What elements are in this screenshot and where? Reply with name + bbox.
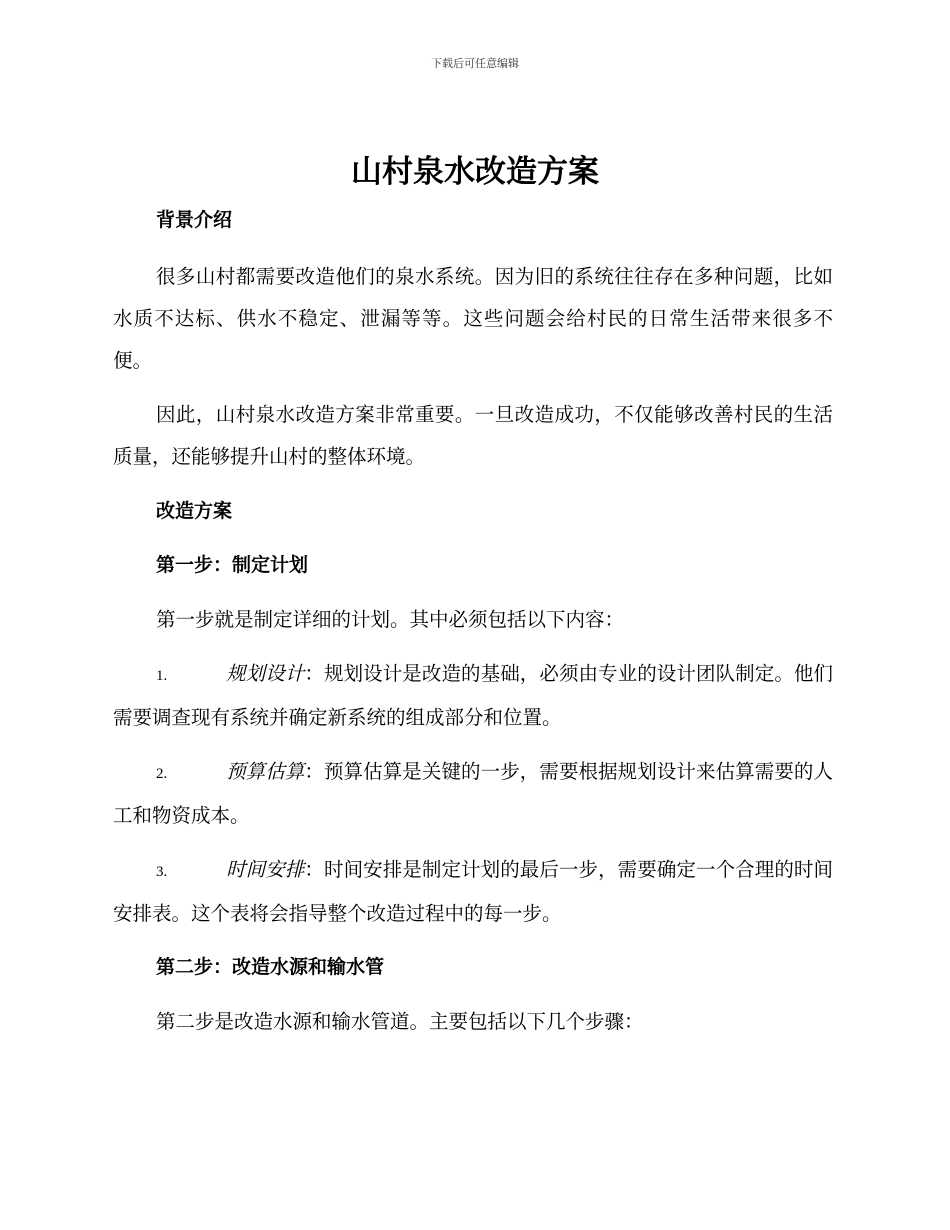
list-item-number: 2. <box>156 766 168 782</box>
heading-plan: 改造方案 <box>156 500 233 522</box>
list-item-3 <box>113 849 833 935</box>
list-item-text: ：规划设计是改造的基础，必须由专业的设计团队制定。他们需要调查现有系统并确定新系统的组成部分和位置。 <box>113 662 833 729</box>
heading-background: 背景介绍 <box>156 209 233 231</box>
list-item-2 <box>113 751 833 837</box>
list-item-term: 规划设计 <box>226 662 305 685</box>
list-item-text: ：时间安排是制定计划的最后一步，需要确定一个合理的时间安排表。这个表将会指导整个改造过程中的每一步。 <box>113 858 833 925</box>
paragraph-step-2-intro: 第二步是改造水源和输水管道。主要包括以下几个步骤： <box>156 1010 644 1033</box>
page-header-note: 下载后可任意编辑 <box>431 57 519 70</box>
list-item-text: ：预算估算是关键的一步，需要根据规划设计来估算需要的人工和物资成本。 <box>113 760 833 827</box>
list-item-term: 预算估算 <box>226 760 305 783</box>
paragraph-background-1: 很多山村都需要改造他们的泉水系统。因为旧的系统往往存在多种问题，比如水质不达标、供水不稳定、泄漏等等。这些问题会给村民的日常生活带来很多不便。 <box>113 265 833 372</box>
paragraph-step-1-intro: 第一步就是制定详细的计划。其中必须包括以下内容： <box>156 608 625 631</box>
document-title: 山村泉水改造方案 <box>351 154 599 190</box>
heading-step-1: 第一步：制定计划 <box>156 554 309 576</box>
list-item-number: 3. <box>156 864 168 880</box>
list-item-number: 1. <box>156 668 168 684</box>
heading-step-2: 第二步：改造水源和输水管 <box>156 956 385 978</box>
document-body <box>113 200 833 1043</box>
paragraph-background-2: 因此，山村泉水改造方案非常重要。一旦改造成功，不仅能够改善村民的生活质量，还能够提升山村的整体环境。 <box>113 403 833 468</box>
list-item-term: 时间安排 <box>226 858 305 881</box>
list-item-1 <box>113 653 833 739</box>
